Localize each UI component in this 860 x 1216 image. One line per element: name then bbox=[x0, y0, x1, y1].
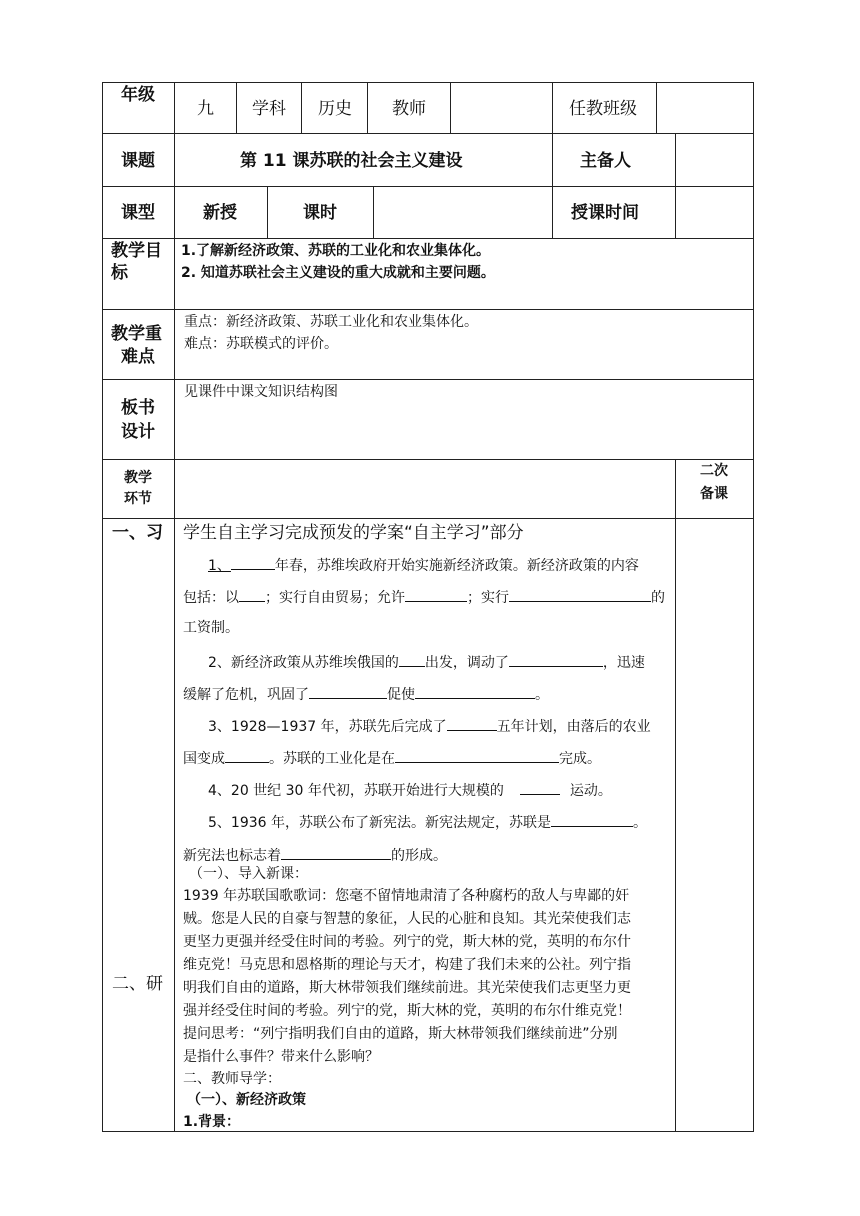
table-rule bbox=[236, 82, 237, 134]
class-label: 任教班级 bbox=[569, 99, 637, 119]
table-rule bbox=[656, 82, 657, 134]
blank bbox=[405, 587, 467, 602]
table-rule bbox=[102, 238, 754, 239]
table-border-left bbox=[102, 82, 103, 1132]
question-2-line-b bbox=[183, 684, 549, 704]
question-3-line-b bbox=[183, 748, 601, 768]
table-rule bbox=[102, 459, 754, 460]
table-rule bbox=[267, 186, 268, 239]
table-rule bbox=[102, 518, 754, 519]
blank bbox=[281, 845, 391, 860]
table-rule bbox=[552, 82, 553, 134]
table-rule bbox=[675, 186, 676, 239]
keypoint-line: 重点：新经济政策、苏联工业化和农业集体化。 bbox=[184, 314, 478, 330]
q3-text: 国变成 bbox=[183, 751, 225, 767]
table-rule bbox=[373, 186, 374, 239]
q2-text: 出发，调动了 bbox=[424, 655, 509, 671]
question-4-line bbox=[208, 780, 612, 800]
q5-text: 。 bbox=[633, 815, 647, 831]
table-rule bbox=[102, 309, 754, 310]
table-border-bottom bbox=[102, 1131, 754, 1132]
nep-title: （一）、新经济政策 bbox=[187, 1092, 306, 1108]
table-rule bbox=[675, 133, 676, 187]
q2-text: 缓解了危机，巩固了 bbox=[183, 687, 309, 703]
import-title: （一）、导入新课： bbox=[189, 866, 308, 882]
anthem-line: 更坚力更强并经受住时间的考验。列宁的党，斯大林的党，英明的布尔什 bbox=[183, 934, 631, 950]
blank bbox=[447, 716, 497, 731]
board-label: 板书 bbox=[121, 398, 155, 418]
question-line: 提问思考：“列宁指明我们自由的道路，斯大林带领我们继续前进”分别 bbox=[183, 1026, 618, 1042]
q3-text: 五年计划，由落后的农业 bbox=[496, 719, 651, 735]
time-label: 授课时间 bbox=[571, 203, 639, 223]
table-rule bbox=[552, 186, 553, 239]
second-prep-label: 二次 bbox=[700, 463, 728, 479]
q4-text: 4、20 世纪 30 年代初，苏联开始进行大规模的 bbox=[208, 783, 504, 799]
table-border-right bbox=[753, 82, 754, 1132]
teacher-label: 教师 bbox=[392, 99, 426, 119]
q4-text: 运动。 bbox=[569, 783, 612, 799]
label-column-divider bbox=[174, 82, 175, 1132]
question-3-line-a bbox=[208, 716, 651, 736]
blank bbox=[395, 748, 559, 763]
keypoints-label: 教学重 bbox=[111, 324, 162, 344]
subject-value: 历史 bbox=[318, 99, 352, 119]
blank bbox=[520, 780, 560, 795]
preparer-label: 主备人 bbox=[580, 151, 631, 171]
topic-label: 课题 bbox=[121, 151, 155, 171]
type-value: 新授 bbox=[203, 203, 237, 223]
table-rule bbox=[367, 82, 368, 134]
q1-text: 年春，苏维埃政府开始实施新经济政策。新经济政策的内容 bbox=[274, 558, 639, 574]
q2-text: ，迅速 bbox=[602, 655, 645, 671]
question-2-line-a bbox=[208, 652, 645, 672]
table-rule bbox=[102, 186, 754, 187]
subject-label: 学科 bbox=[252, 99, 286, 119]
q5-text: 5、1936 年，苏联公布了新宪法。新宪法规定，苏联是 bbox=[208, 815, 551, 831]
question-1-line-b bbox=[183, 587, 665, 607]
q1-text: 工资制。 bbox=[183, 620, 239, 636]
period-label: 课时 bbox=[303, 203, 337, 223]
goal-line: 2. 知道苏联社会主义建设的重大成就和主要问题。 bbox=[181, 265, 495, 281]
anthem-line: 强并经受住时间的考验。列宁的党，斯大林的党，英明的布尔什维克党！ bbox=[183, 1003, 631, 1019]
q1-number: 1、 bbox=[208, 558, 231, 574]
blank bbox=[509, 652, 603, 667]
part1-intro: 学生自主学习完成预发的学案“自主学习”部分 bbox=[183, 523, 524, 543]
sections-label-2: 环节 bbox=[124, 491, 152, 507]
q3-text: 3、1928—1937 年，苏联先后完成了 bbox=[208, 719, 447, 735]
table-rule bbox=[552, 133, 553, 187]
goal-line: 1.了解新经济政策、苏联的工业化和农业集体化。 bbox=[181, 243, 491, 259]
q3-text: 。苏联的工业化是在 bbox=[269, 751, 395, 767]
part2-label: 二、研 bbox=[112, 974, 163, 994]
type-label: 课型 bbox=[121, 203, 155, 223]
second-prep-divider bbox=[675, 459, 676, 1132]
part1-label: 一、习 bbox=[112, 523, 163, 543]
q1-text: ；实行自由贸易；允许 bbox=[265, 590, 405, 606]
q5-text: 的形成。 bbox=[391, 848, 447, 864]
anthem-line: 维克党！马克思和恩格斯的理论与天才，构建了我们未来的公社。列宁指 bbox=[183, 957, 631, 973]
q1-text: ；实行 bbox=[467, 590, 509, 606]
blank bbox=[231, 555, 275, 570]
background-label: 1.背景： bbox=[183, 1114, 241, 1130]
board-label-2: 设计 bbox=[121, 422, 155, 442]
anthem-line: 贼。您是人民的自豪与智慧的象征，人民的心脏和良知。其光荣使我们志 bbox=[183, 911, 631, 927]
q3-text: 完成。 bbox=[559, 751, 601, 767]
question-line: 是指什么事件？带来什么影响？ bbox=[183, 1049, 379, 1065]
grade-label: 年级 bbox=[121, 85, 155, 105]
second-prep-label-2: 备课 bbox=[700, 486, 728, 502]
table-rule bbox=[450, 82, 451, 134]
goals-label: 教学目 bbox=[111, 241, 162, 261]
q1-text: 包括：以 bbox=[183, 590, 239, 606]
question-5-line-b bbox=[183, 845, 447, 865]
board-text: 见课件中课文知识结构图 bbox=[184, 384, 338, 400]
q2-text: 2、新经济政策从苏维埃俄国的 bbox=[208, 655, 399, 671]
question-1-line-a bbox=[208, 555, 639, 575]
blank bbox=[509, 587, 651, 602]
table-rule bbox=[102, 379, 754, 380]
blank bbox=[551, 812, 633, 827]
blank bbox=[239, 587, 265, 602]
goals-label-2: 标 bbox=[111, 263, 128, 283]
keypoint-line: 难点：苏联模式的评价。 bbox=[184, 336, 338, 352]
blank bbox=[399, 652, 425, 667]
grade-value: 九 bbox=[197, 99, 214, 119]
keypoints-label-2: 难点 bbox=[121, 347, 155, 367]
q5-text: 新宪法也标志着 bbox=[183, 848, 281, 864]
anthem-line: 明我们自由的道路，斯大林带领我们继续前进。其光荣使我们志更坚力更 bbox=[183, 980, 631, 996]
sections-label: 教学 bbox=[124, 470, 152, 486]
q2-text: 。 bbox=[535, 687, 549, 703]
blank bbox=[415, 684, 535, 699]
question-5-line-a bbox=[208, 812, 647, 832]
guide-title: 二、教师导学： bbox=[183, 1071, 281, 1087]
q1-text: 的 bbox=[651, 590, 665, 606]
topic-title: 第 11 课苏联的社会主义建设 bbox=[240, 151, 463, 171]
blank bbox=[225, 748, 269, 763]
anthem-line: 1939 年苏联国歌歌词：您毫不留情地肃清了各种腐朽的敌人与卑鄙的奸 bbox=[183, 888, 630, 904]
table-rule bbox=[301, 82, 302, 134]
blank bbox=[309, 684, 387, 699]
q2-text: 促使 bbox=[387, 687, 415, 703]
